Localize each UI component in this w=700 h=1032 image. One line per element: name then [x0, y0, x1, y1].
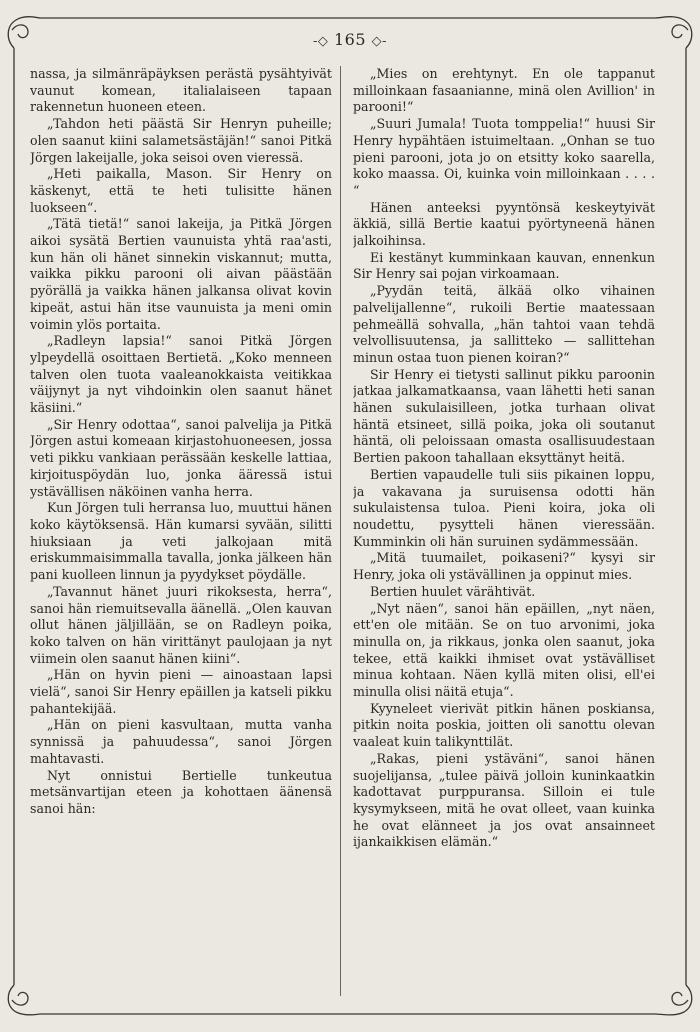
ornament-right-icon: ◇-	[371, 34, 387, 49]
corner-ornament-bottom-right	[655, 985, 692, 1015]
paragraph: Ei kestänyt kumminkaan kauvan, ennenkun Sir Henry sai pojan virkoamaan.	[353, 249, 655, 282]
paragraph: Nyt onnistui Bertielle tunkeutua metsänvartijan eteen ja kohottaen äänensä sanoi hän:	[30, 767, 332, 816]
column-divider	[340, 66, 341, 996]
paragraph: nassa, ja silmänräpäyksen perästä pysähtyivät vaunut komean, italialaiseen tapaan rakennetun huoneen eteen.	[30, 66, 332, 115]
paragraph: „Rakas, pieni ystäväni“, sanoi hänen suojelijansa, „tulee päivä jolloin kuninkaatkin kadottavat purppuransa. Silloin ei tule kysymykseen, mitä he ovat olleet, vaan kuinka he ovat elänneet ja jos ovat ansainneet ijankaikkisen elämän.“	[353, 750, 655, 850]
paragraph: „Tavannut hänet juuri rikoksesta, herra“, sanoi hän riemuitsevalla äänellä. „Olen kauvan ollut hänen jäljillään, se on Radleyn poika, koko talven on hän virittänyt paulojaan ja nyt viimein olen saanut hänen kiini“.	[30, 583, 332, 666]
right-column	[353, 66, 655, 996]
paragraph: „Pyydän teitä, älkää olko vihainen palvelijallenne“, rukoili Bertie maatessaan pehmeällä sohvalla, „hän tahtoi vaan tehdä velvollisuutensa, ja sallitteko — sallittehan minun ostaa tuon pienen koiran?“	[353, 283, 655, 365]
paragraph: „Hän on pieni kasvultaan, mutta vanha synnissä ja pahuudessa“, sanoi Jörgen mahtavasti.	[30, 717, 332, 766]
paragraph: „Sir Henry odottaa“, sanoi palvelija ja Pitkä Jörgen astui komeaan kirjastohuoneesen, jossa veti pikku vankiaan perässään keskelle lattiaa, kirjoituspöydän luo, jonka ääressä istui ystävällisen näköinen vanha herra.	[30, 416, 332, 499]
paragraph: „Nyt näen“, sanoi hän epäillen, „nyt näen, ett'en ole mitään. Se on tuo arvonimi, joka minulla on, ja rikkaus, jonka olen saanut, joka tekee, että kaikki ihmiset ovat ystävälliset minua kohtaan. Näen kyllä miten olisi, ell'ei minulla olisi näitä etuja“.	[353, 600, 655, 700]
ornament-left-icon: -◇	[312, 34, 329, 49]
paragraph: „Tätä tietä!“ sanoi lakeija, ja Pitkä Jörgen aikoi sysätä Bertien vaunuista yhtä raa'asti, kun hän oli hänet sinnekin viskannut; mutta, vaikka pikku parooni oli aivan päästään pyörällä ja vaikka hänen jalkansa olivat kovin kipeät, astui hän itse vaunuista ja meni omin voimin ylös portaita.	[30, 216, 332, 332]
paragraph: „Suuri Jumala! Tuota tomppelia!“ huusi Sir Henry hypähtäen istuimeltaan. „Onhan se tuo pieni parooni, jota jo on etsitty koko saarella, koko maassa. Oi, kuinka voin milloinkaan . . . . “	[353, 116, 655, 198]
paragraph: „Tahdon heti päästä Sir Henryn puheille; olen saanut kiini salametsästäjän!“ sanoi Pitkä Jörgen lakeijalle, joka seisoi oven vieressä.	[30, 116, 332, 165]
paragraph: Bertien vapaudelle tuli siis pikainen loppu, ja vakavana ja suruisensa odotti hän sukulaistensa tuloa. Pieni koira, joka oli noudettu, pysytteli hänen vieressään. Kumminkin oli hän suruinen sydämmessään.	[353, 466, 655, 549]
paragraph: „Mitä tuumailet, poikaseni?“ kysyi sir Henry, joka oli ystävällinen ja oppinut mies.	[353, 550, 655, 583]
paragraph: Kyyneleet vierivät pitkin hänen poskiansa, pitkin noita poskia, joitten oli sanottu olevan vaaleat kuin talikynttilät.	[353, 700, 655, 750]
paragraph: Sir Henry ei tietysti sallinut pikku paroonin jatkaa jalkamatkaansa, vaan lähetti heti sanan hänen sukulaisilleen, jotka turhaan olivat häntä etsineet, sillä poika, joka oli soutanut häntä, oli peloissaan omasta osallisuudestaan Bertien pakoon tahallaan eksyttänyt heitä.	[353, 366, 655, 466]
paragraph: „Heti paikalla, Mason. Sir Henry on käskenyt, että te heti tulisitte hänen luokseen“.	[30, 166, 332, 215]
paragraph: Hänen anteeksi pyyntönsä keskeytyivät äkkiä, sillä Bertie kaatui pyörtyneenä hänen jalkoihinsa.	[353, 199, 655, 249]
paragraph: „Radleyn lapsia!“ sanoi Pitkä Jörgen ylpeydellä osoittaen Bertietä. „Koko menneen talven olen tuota vaaleanokkaista veitikkaa väijynyt ja nyt vihdoinkin olen saanut hänet käsiini.“	[30, 333, 332, 416]
paragraph: „Hän on hyvin pieni — ainoastaan lapsi vielä“, sanoi Sir Henry epäillen ja katseli pikku pahantekijää.	[30, 667, 332, 716]
paragraph: „Mies on erehtynyt. En ole tappanut milloinkaan fasaanianne, minä olen Avillion' in parooni!“	[353, 66, 655, 115]
paragraph: Kun Jörgen tuli herransa luo, muuttui hänen koko käytöksensä. Hän kumarsi syvään, silitti hiuksiaan ja veti jalkojaan mitä eriskummaisimmalla tavalla, jonka jälkeen hän pani kuolleen linnun ja pyydykset pöydälle.	[30, 500, 332, 583]
left-column	[30, 66, 332, 996]
paragraph: Bertien huulet värähtivät.	[370, 583, 536, 599]
page-number: 165	[333, 30, 367, 49]
page-header	[0, 30, 700, 49]
